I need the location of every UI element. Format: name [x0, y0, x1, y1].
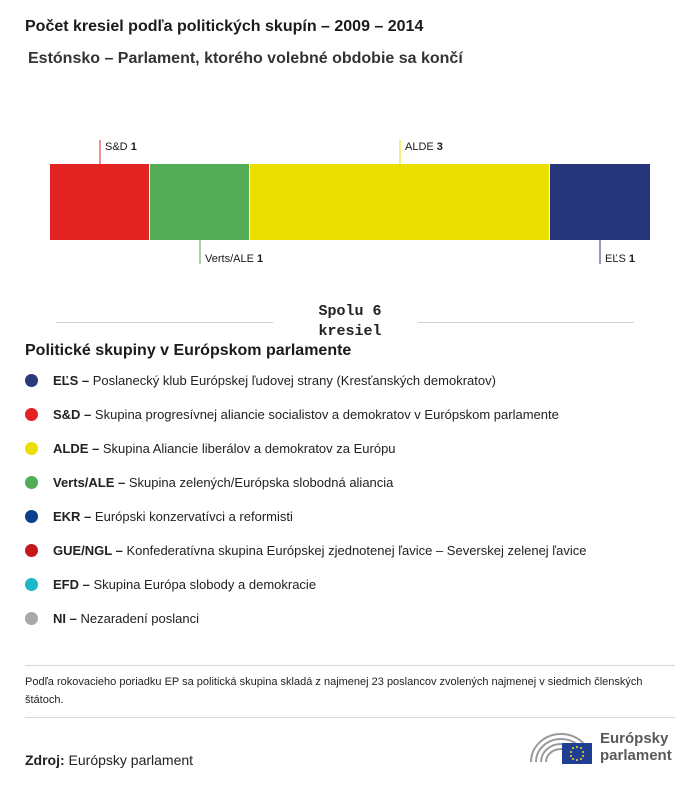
- legend-name: Skupina Aliancie liberálov a demokratov za Európu: [102, 440, 396, 456]
- legend-name: Konfederatívna skupina Európskej zjednotenej ľavice – Severskej zelenej ľavice: [126, 542, 587, 558]
- european-parliament-logo: [528, 728, 678, 770]
- note-divider-bottom: [25, 717, 675, 718]
- legend-title: Politické skupiny v Európskom parlamente: [25, 342, 352, 359]
- bar-segment-s-d: [50, 164, 149, 240]
- legend-abbr: NI –: [53, 610, 77, 626]
- segment-seat-count: 1: [628, 253, 635, 265]
- segment-label-e-s: [605, 253, 635, 265]
- segment-abbr: S&D: [105, 141, 131, 153]
- logo-line2: parlament: [600, 747, 672, 764]
- legend-name: Skupina zelených/Európska slobodná aliancia: [128, 474, 394, 490]
- legend-dot-efd: [25, 578, 38, 591]
- legend-abbr: GUE/NGL –: [53, 542, 123, 558]
- legend-name: Skupina progresívnej aliancie socialistov a demokratov v Európskom parlamente: [94, 406, 559, 422]
- legend-name: Nezaradení poslanci: [80, 610, 199, 626]
- legend-dot-verts-ale: [25, 476, 38, 489]
- source-label: Zdroj:: [25, 752, 65, 768]
- legend-item-els: [25, 370, 496, 390]
- legend-dot-alde: [25, 442, 38, 455]
- segment-abbr: EĽS: [605, 253, 629, 265]
- total-seats-label: [283, 302, 417, 342]
- legend-item-ni: [25, 608, 199, 628]
- footnote: Podľa rokovacieho poriadku EP sa politická skupina skladá z najmenej 23 poslancov zvolených najmenej v siedmich členských štátoch.: [25, 676, 643, 706]
- logo-text: [600, 730, 672, 764]
- total-divider-left: [56, 322, 273, 323]
- segment-label-alde: [405, 141, 443, 153]
- legend-abbr: Verts/ALE –: [53, 474, 126, 490]
- source-value: Európsky parlament: [68, 752, 194, 768]
- legend-name: Poslanecký klub Európskej ľudovej strany (Kresťanských demokratov): [92, 372, 496, 388]
- note-divider-top: [25, 665, 675, 666]
- legend-item-alde: [25, 438, 396, 458]
- segment-label-verts-ale: [205, 253, 263, 265]
- total-divider-right: [418, 322, 634, 323]
- chart-title: Počet kresiel podľa politických skupín – 2009 – 2014: [25, 18, 424, 35]
- chart-subtitle: Estónsko – Parlament, ktorého volebné obdobie sa končí: [28, 50, 463, 67]
- legend-item-ekr: [25, 506, 293, 526]
- legend-item-gue-ngl: [25, 540, 586, 560]
- total-seats-line2: kresiel: [318, 323, 382, 340]
- legend-dot-els: [25, 374, 38, 387]
- bar-segment-e-s: [550, 164, 650, 240]
- legend-abbr: S&D –: [53, 406, 92, 422]
- source-line: [25, 752, 193, 768]
- total-seats-line1: Spolu 6: [318, 303, 382, 320]
- segment-abbr: Verts/ALE: [205, 253, 257, 265]
- bar-segment-alde: [250, 164, 549, 240]
- legend-dot-ekr: [25, 510, 38, 523]
- legend-item-verts-ale: [25, 472, 393, 492]
- legend-abbr: ALDE –: [53, 440, 100, 456]
- bar-segment-verts-ale: [150, 164, 249, 240]
- legend-dot-gue-ngl: [25, 544, 38, 557]
- legend-dot-sd: [25, 408, 38, 421]
- legend-item-efd: [25, 574, 316, 594]
- stacked-seat-bar-chart: [0, 130, 700, 270]
- legend-dot-ni: [25, 612, 38, 625]
- legend-name: Európski konzervatívci a reformisti: [94, 508, 293, 524]
- logo-line1: Európsky: [600, 730, 669, 747]
- european-parliament-hemicycle-logo-icon: [528, 728, 594, 768]
- segment-seat-count: 1: [130, 141, 137, 153]
- legend-abbr: EKR –: [53, 508, 92, 524]
- legend-item-sd: [25, 404, 559, 424]
- segment-abbr: ALDE: [405, 141, 437, 153]
- segment-seat-count: 3: [436, 141, 443, 153]
- legend-abbr: EFD –: [53, 576, 90, 592]
- segment-label-s-d: [105, 141, 137, 153]
- segment-seat-count: 1: [256, 253, 264, 265]
- legend-abbr: EĽS –: [53, 372, 90, 388]
- legend-name: Skupina Európa slobody a demokracie: [93, 576, 317, 592]
